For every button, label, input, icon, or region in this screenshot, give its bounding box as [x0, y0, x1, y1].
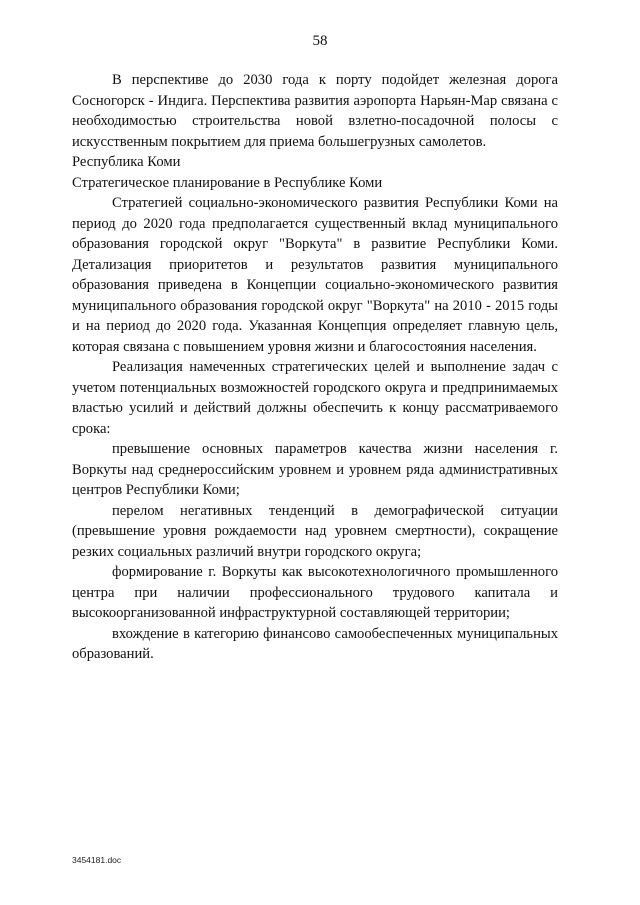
- intro-paragraph: В перспективе до 2030 года к порту подойдет железная дорога Сосногорск - Индига. Перспектива развития аэропорта Нарьян-Мар связана с необходимостью строительства новой взлетно-посадочной полосы с искусственным покрытием для приема большегрузных самолетов.: [72, 72, 558, 150]
- list-item-financial-independence: вхождение в категорию финансово самообеспеченных муниципальных образований.: [72, 625, 558, 662]
- region-heading: Республика Коми: [72, 154, 181, 170]
- list-item-industrial-center: формирование г. Воркуты как высокотехнологичного промышленного центра при наличии профессионального трудового капитала и высокоорганизованной инфраструктурной составляющей территории;: [72, 564, 558, 621]
- page-number: 58: [312, 33, 328, 49]
- paragraph-goals: Реализация намеченных стратегических целей и выполнение задач с учетом потенциальных возможностей городского округа и предпринимаемых властью усилий и действий должны обеспечить к концу рассматриваемого срока:: [72, 359, 558, 437]
- document-body: [72, 70, 558, 665]
- section-heading: Стратегическое планирование в Республике Коми: [72, 174, 383, 191]
- list-item-demography: перелом негативных тенденций в демографической ситуации (превышение уровня рождаемости над уровнем смертности), сокращение резких социальных различий внутри городского округа;: [72, 502, 558, 560]
- list-item-quality-of-life: превышение основных параметров качества жизни населения г. Воркуты над среднероссийским уровнем и уровнем ряда административных центров Республики Коми;: [72, 441, 558, 498]
- paragraph-strategy: Стратегией социально-экономического развития Республики Коми на период до 2020 года предполагается существенный вклад муниципального образования городской округ "Воркута" в развитие Республики Коми. Детализация приоритетов и результатов развития муниципального образования приведена в Концепции социально-экономического развития муниципального образования городской округ "Воркута" на 2010 - 2015 годы и на период до 2020 года. Указанная Концепция определяет главную цель, которая связана с повышением уровня жизни и благосостояния населения.: [72, 195, 558, 355]
- document-file-code: 3454181.doc: [72, 855, 122, 865]
